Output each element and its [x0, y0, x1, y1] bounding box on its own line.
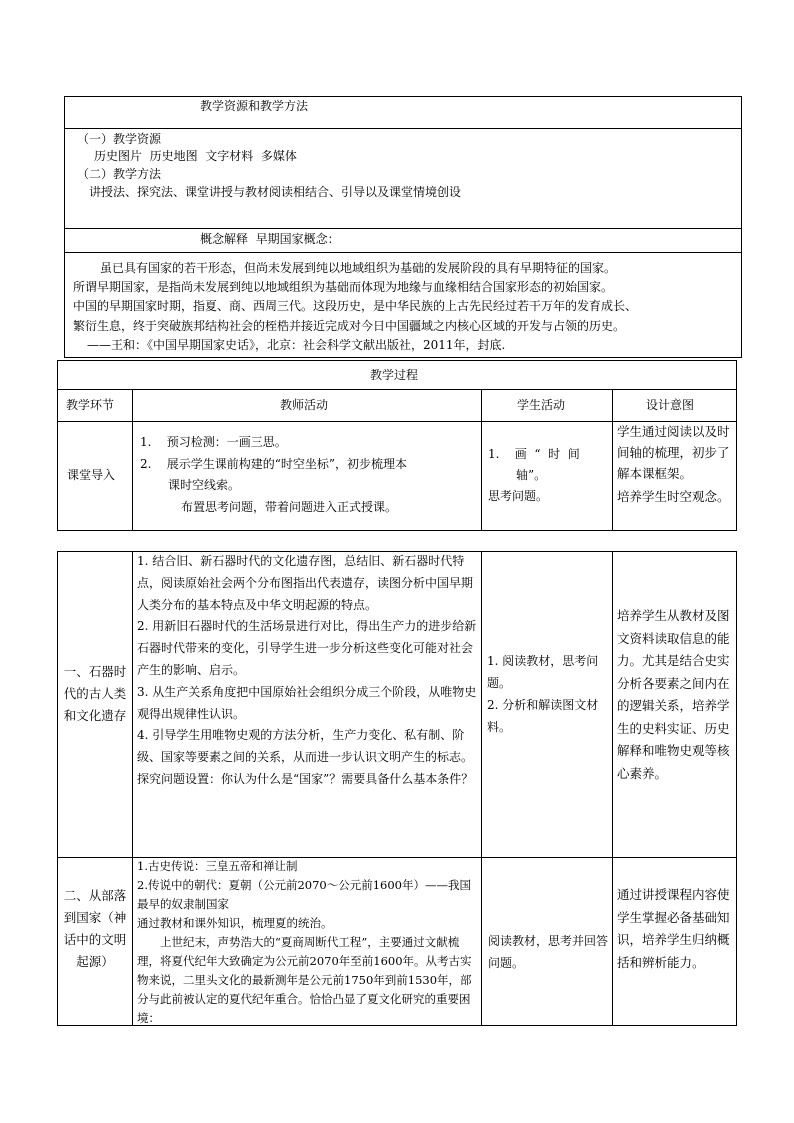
sec1-student-2: 2. 分析和解读图文材料。: [487, 698, 599, 734]
col-header-teacher: 教师活动: [280, 398, 329, 412]
intro-teacher-2a: 2. 展示学生课前构建的“时空坐标”，初步梳理本: [140, 457, 407, 471]
sec1-teacher-4: 4. 引导学生用唯物史观的方法分析，生产力变化、私有制、阶级、国家等要素之间的关系，从而进一步认识文明产生的标志。: [137, 728, 474, 765]
sec2-stage: 二、从部落到国家（神话中的文明起源）: [63, 888, 127, 969]
sec2-intent: 通过讲授课程内容使学生掌握必备基础知识，培养学生归纳概括和辨析能力。: [617, 887, 730, 970]
sec1-student: [487, 650, 607, 738]
intro-intent-2: 培养学生时空观念。: [617, 489, 730, 504]
intro-student-2: 思考问题。: [488, 489, 549, 503]
sec2-teacher-3: 通过教材和课外知识，梳理夏的统治。: [137, 916, 333, 930]
process-title: 教学过程: [370, 368, 419, 382]
sec2-student: 阅读教材，思考并回答问题。: [488, 934, 609, 970]
sec1-teacher-2: 2. 用新旧石器时代的生活场景进行对比，得出生产力的进步给新石器时代带来的变化，引导学生进一步分析这些变化可能对社会产生的影响、启示。: [137, 619, 477, 677]
divider: [64, 252, 742, 253]
intro-intent-1: 学生通过阅读以及时间轴的梳理，初步了解本课框架。: [617, 424, 730, 481]
intro-teacher-1: 1. 预习检测：一画三思。: [140, 435, 287, 449]
resources-items: 历史图片 历史地图 文字材料 多媒体: [94, 149, 297, 163]
divider: [64, 228, 742, 229]
col-header-student: 学生活动: [517, 398, 566, 412]
intro-student-1a: 1. 画 “ 时 间: [488, 447, 580, 461]
resources-header: 教学资源和教学方法: [200, 99, 309, 113]
sec2-teacher: [137, 857, 477, 1028]
concept-header: 概念解释 早期国家概念：: [200, 232, 340, 246]
sec1-teacher-1: 1. 结合旧、新石器时代的文化遗存图，总结旧、新石器时代特点，阅读原始社会两个分布图指出代表遗存，读图分析中国早期人类分布的基本特点及中华文明起源的特点。: [137, 554, 474, 612]
sec1-teacher: [137, 551, 477, 791]
concept-p3b: 繁衍生息，终于突破族邦结构社会的桎梏并接近完成对今日中国疆域之内核心区域的开发与占领的历史。: [73, 319, 626, 333]
concept-p3a: 中国的早期国家时期，指夏、商、西周三代。这段历史，是中华民族的上古先民经过若干万年的发育成长、: [73, 299, 638, 313]
intro-student-1b: 轴”。: [516, 468, 547, 482]
col-header-stage: 教学环节: [66, 398, 115, 412]
divider: [132, 551, 133, 1026]
sec1-teacher-5: 探究问题设置：你认为什么是“国家”？需要具备什么基本条件？: [137, 771, 474, 786]
intro-stage: 课堂导入: [67, 468, 116, 482]
sec1-intent: 培养学生从教材及图文资料读取信息的能力。尤其是结合史实分析各要素之间内在的逻辑关系，培养学生的史料实证、历史解释和唯物史观等核心素养。: [617, 608, 730, 781]
intro-teacher-2b: 课时空线索。: [168, 478, 241, 492]
concept-source: ——王和：《中国早期国家史话》，北京：社会科学文献出版社，2011年，封底.: [87, 338, 506, 352]
sec2-teacher-1: 1.古史传说：三皇五帝和禅让制: [137, 859, 298, 873]
methods-text: 讲授法、探究法、课堂讲授与教材阅读相结合、引导以及课堂情境创设: [89, 185, 462, 199]
sec1-student-1: 1. 阅读教材，思考问题。: [487, 654, 599, 690]
divider: [612, 389, 613, 531]
resources-title: （一）教学资源: [77, 132, 162, 146]
divider: [481, 551, 482, 1026]
intro-teacher-3: 布置思考问题，带着问题进入正式授课。: [181, 500, 398, 514]
divider: [612, 551, 613, 1026]
concept-p2: 所谓早期国家，是指尚未发展到纯以地域组织为基础而体现为地缘与血缘相结合国家形态的初始国家。: [73, 280, 614, 294]
col-header-intent: 设计意图: [646, 398, 695, 412]
sec2-teacher-2: 2.传说中的朝代：夏朝（公元前2070～公元前1600年）——我国最早的奴隶制国家: [137, 878, 472, 911]
divider: [132, 389, 133, 531]
methods-title: （二）教学方法: [77, 167, 162, 181]
divider: [64, 128, 742, 129]
divider: [57, 389, 737, 390]
sec1-stage: 一、石器时代的古人类和文化遗存: [63, 664, 127, 723]
sec1-teacher-3: 3. 从生产关系角度把中国原始社会组织分成三个阶段，从唯物史观得出规律性认识。: [137, 684, 477, 721]
sec2-teacher-4: 上世纪末，声势浩大的“夏商周断代工程”，主要通过文献梳理，将夏代纪年大致确定为公元前2070年至前1600年。从考古实物来说，二里头文化的最新测年是公元前1750年到前1530年，部分与此前被认定的夏代纪年重合。恰恰凸显了夏文化研究的重要困境：: [137, 935, 472, 1025]
concept-p1: 虽已具有国家的若干形态，但尚未发展到纯以地域组织为基础的发展阶段的具有早期特征的国家。: [100, 261, 617, 275]
divider: [481, 389, 482, 531]
